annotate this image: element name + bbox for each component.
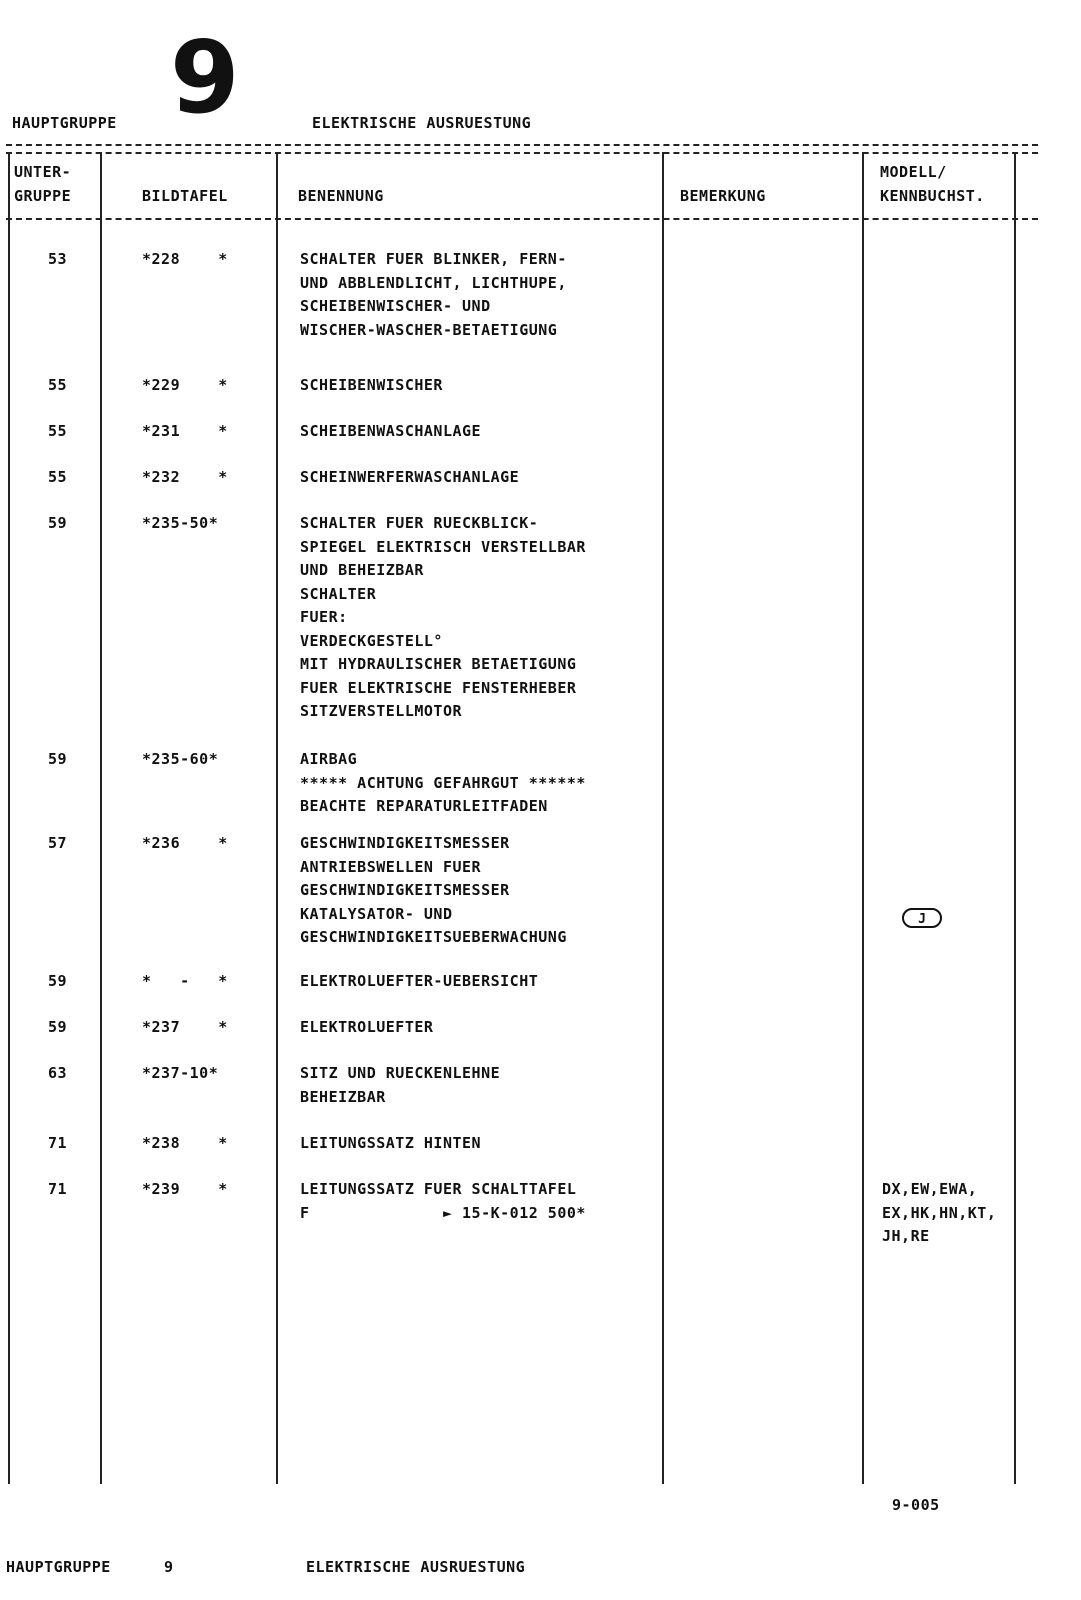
untergruppe-cell: 59 [48,750,68,768]
table-border-left [8,152,10,1484]
modell-line: DX,EW,EWA, [882,1180,978,1198]
bildtafel-cell: *237-10* [142,1064,219,1082]
table-border-right [1014,152,1016,1484]
untergruppe-cell: 59 [48,514,68,532]
bildtafel-cell: * - * [142,972,228,990]
footer-group-title: ELEKTRISCHE AUSRUESTUNG [306,1558,526,1576]
bildtafel-cell: *228 * [142,250,228,268]
bildtafel-cell: *229 * [142,376,228,394]
untergruppe-cell: 57 [48,834,68,852]
benennung-line: GESCHWINDIGKEITSMESSER [300,881,510,899]
column-header-modell: MODELL/ KENNBUCHST. [880,163,985,205]
column-header-bemerkung: BEMERKUNG [680,187,766,205]
modell-line: JH,RE [882,1227,930,1245]
bildtafel-cell: *235-60* [142,750,219,768]
benennung-line: BEACHTE REPARATURLEITFADEN [300,797,548,815]
untergruppe-cell: 55 [48,376,68,394]
circle-j-mark [902,908,942,928]
benennung-cell [300,832,680,950]
benennung-line: GESCHWINDIGKEITSMESSER [300,834,510,852]
footer-group-label: HAUPTGRUPPE [6,1558,111,1576]
benennung-cell [300,1016,680,1040]
modell-cell [882,1178,1032,1249]
untergruppe-cell: 55 [48,422,68,440]
bildtafel-cell: *231 * [142,422,228,440]
benennung-cell [300,1062,680,1109]
benennung-line: SCHEIBENWISCHER- UND [300,297,491,315]
benennung-cell [300,248,680,342]
benennung-line: SCHALTER FUER BLINKER, FERN- [300,250,567,268]
benennung-line: WISCHER-WASCHER-BETAETIGUNG [300,320,558,339]
benennung-cell [300,970,680,994]
untergruppe-cell: 59 [48,1018,68,1036]
benennung-line: SCHALTER FUER RUECKBLICK- [300,514,539,532]
benennung-cell [300,420,680,444]
benennung-line: MIT HYDRAULISCHER BETAETIGUNG [300,655,577,673]
group-number: 9 [170,19,240,136]
bildtafel-cell: *232 * [142,468,228,486]
benennung-line: ELEKTROLUEFTER [300,1018,434,1036]
untergruppe-cell: 59 [48,972,68,990]
benennung-line: SCHEINWERFERWASCHANLAGE [300,468,520,486]
page-number: 9-005 [892,1496,940,1514]
benennung-line: F ► 15-K-012 500* [300,1203,586,1222]
benennung-cell [300,1178,680,1225]
benennung-cell [300,1132,680,1156]
column-divider [276,152,278,1484]
column-divider [100,152,102,1484]
benennung-line: BEHEIZBAR [300,1087,386,1106]
benennung-line: SCHEIBENWISCHER [300,376,443,394]
benennung-line: LEITUNGSSATZ HINTEN [300,1134,482,1152]
benennung-line: FUER ELEKTRISCHE FENSTERHEBER [300,678,577,697]
benennung-line: SPIEGEL ELEKTRISCH VERSTELLBAR [300,537,586,556]
group-title: ELEKTRISCHE AUSRUESTUNG [312,114,532,132]
column-divider [862,152,864,1484]
benennung-line: UND ABBLENDLICHT, LICHTHUPE, [300,273,567,292]
benennung-line: LEITUNGSSATZ FUER SCHALTTAFEL [300,1180,577,1198]
untergruppe-cell: 55 [48,468,68,486]
benennung-cell [300,512,680,724]
bildtafel-cell: *237 * [142,1018,228,1036]
benennung-line: SITZ UND RUECKENLEHNE [300,1064,501,1082]
untergruppe-cell: 71 [48,1134,68,1152]
benennung-cell [300,748,680,819]
benennung-line: SITZVERSTELLMOTOR [300,702,463,720]
benennung-line: SCHEIBENWASCHANLAGE [300,422,482,440]
column-header-untergruppe: UNTER- GRUPPE [14,163,72,205]
bildtafel-cell: *236 * [142,834,228,852]
double-rule [6,144,1038,154]
benennung-line: AIRBAG [300,750,358,768]
untergruppe-cell: 63 [48,1064,68,1082]
benennung-line: FUER: [300,608,348,626]
column-header-benennung: BENENNUNG [298,187,384,205]
bildtafel-cell: *239 * [142,1180,228,1198]
benennung-line: ***** ACHTUNG GEFAHRGUT ****** [300,773,586,792]
footer-group-number: 9 [164,1558,174,1576]
header-divider [6,218,1038,220]
untergruppe-cell: 53 [48,250,68,268]
benennung-line: ELEKTROLUEFTER-UEBERSICHT [300,972,539,990]
modell-line: EX,HK,HN,KT, [882,1203,997,1222]
untergruppe-cell: 71 [48,1180,68,1198]
benennung-line: GESCHWINDIGKEITSUEBERWACHUNG [300,928,567,946]
bildtafel-cell: *235-50* [142,514,219,532]
benennung-line: ANTRIEBSWELLEN FUER [300,857,482,876]
circle-j-letter: J [918,912,926,927]
benennung-cell [300,466,680,490]
benennung-line: UND BEHEIZBAR [300,561,424,579]
bildtafel-cell: *238 * [142,1134,228,1152]
benennung-line: SCHALTER [300,584,377,603]
group-label: HAUPTGRUPPE [12,114,117,132]
benennung-cell [300,374,680,398]
benennung-line: KATALYSATOR- UND [300,904,453,923]
benennung-line: VERDECKGESTELL° [300,631,443,650]
column-header-bildtafel: BILDTAFEL [142,187,228,205]
